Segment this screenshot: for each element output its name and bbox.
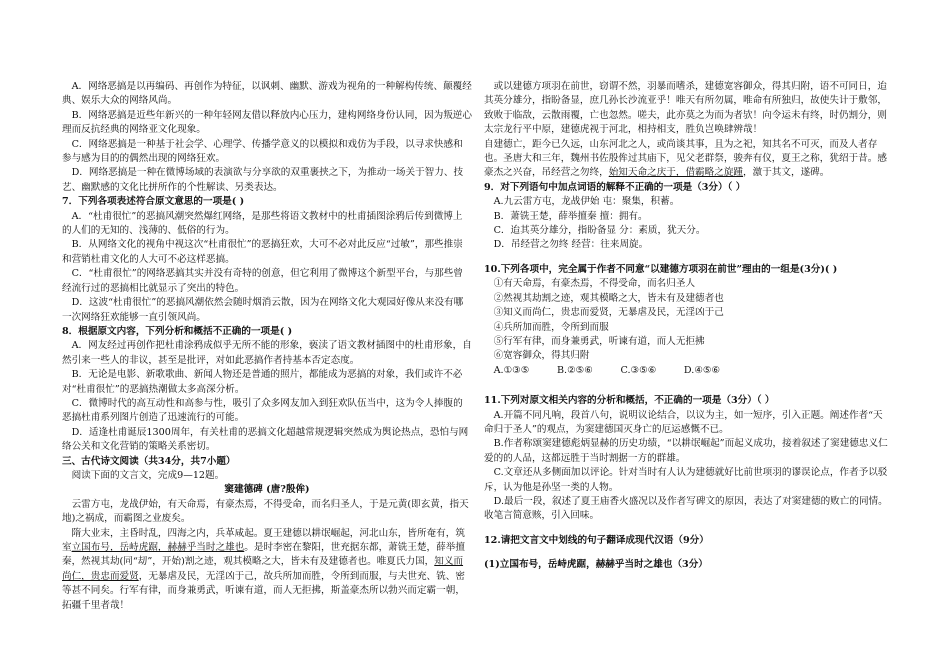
para-2-text-a: 隋大业末，主昏时乱，四海之内，兵革咸起。夏王建德以耕氓崛起，河北山东，皆所奄有，筑室 <box>62 527 465 553</box>
question-10-item-1: ①有天命焉，有豪杰焉，不得受命，而名归圣人 <box>493 278 696 290</box>
question-8-b: B．无论是电影、新歌歌曲、新闻人物还是普通的照片，都能成为恶搞的对象，我们或许不必对“杜甫很忙”的恶搞热潮做太多高深分析。 <box>62 369 463 395</box>
question-10: 10.下列各项中，完全属于作者不同意“以建德方项羽在前世”理由的一组是(3分)( ) <box>484 263 838 275</box>
question-10-item-2: ②然视其劫割之迹，观其模略之大，皆未有及建德者也 <box>493 292 724 304</box>
question-9-b: B．萧铣王楚，薛举擅秦 擅：拥有。 <box>493 210 648 222</box>
question-8-a: A．网友经过再创作把杜甫涂鸦成似乎无所不能的形象，亵渎了语文教材插图中的杜甫形象，自然引来一些人的非议，甚至是批评，对如此恶搞作者持基本否定态度。 <box>62 340 472 366</box>
question-10-option-d: D.④⑤⑥ <box>683 364 721 376</box>
question-9-c: C．迨其英分雄分，指盼备显 分：素质，犹天分。 <box>493 225 706 237</box>
option-c: C．网络恶搞是一种基于社会学、心理学、传播学意义的以模拟和戏仿为手段，以寻求快感和参与感为目的的偶然出现的网络狂欢。 <box>62 138 463 165</box>
question-12: 12.请把文言文中划线的句子翻译成现代汉语（9分） <box>484 534 709 546</box>
question-9-a: A.九云雷方屯，龙战伊始 屯：聚集，积蓄。 <box>493 196 680 208</box>
para-2-text-c: ，无暴虐及民，无淫凶于己，故兵所加而胜，令所到而服，与夫世充、铣、密等甚不同矣。行军有律，而身兼勇武，听谏有道，而人无拒拂，斯盖豪杰所以勃兴而定霸一朝，拓疆千里者哉！ <box>62 570 465 611</box>
para-4-text-b: ，激于其文，遂碑。 <box>743 167 830 179</box>
question-7: 7．下列各项表述符合原文意思的一项是( ) <box>62 196 245 208</box>
question-10-item-3: ③知义而尚仁，贵忠而爱贤，无暴虐及民，无淫凶于己 <box>493 307 724 319</box>
question-12-part-1: (1)立国布号，岳峙虎踞，赫赫乎当时之雄也（3分） <box>484 559 708 571</box>
question-7-d: D．这波“杜甫很忙”的恶搞风潮依然会随时烟消云散，因为在网络文化大观园好像从来没有哪一次网络狂欢能够一直引领风尚。 <box>62 297 464 323</box>
question-10-option-b: B.②⑤⑥ <box>556 364 593 376</box>
question-10-option-c: C.③⑤⑥ <box>620 364 657 376</box>
question-11-d: D.最后一段，叙述了夏王庙香火盛况以及作者写碑文的原因，表达了对窦建德的败亡的同情。收笔言简意赅，引入回味。 <box>484 495 888 522</box>
passage-para-3: 或以建德方项羽在前世，窃谓不然，羽暴而嗜杀，建德宽容御众，得其归附，语不可同日，迨其英分雄分，指盼备显，庶几孙长沙流亚乎！唯天有所勿属，唯命有所独归，故使失计于敷邻，致败于临敌，云散雨覆，亡也忽然。嗟夫，此亦莫之为而为者欤！向令运未有终，时仍割分，则太宗龙行平中原，建德虎视于河北，相持相支，胜负岂唤肆辨哉！ <box>484 81 887 136</box>
question-8: 8．根据原文内容，下列分析和概括不正确的一项是( ) <box>62 325 293 337</box>
reading-intro: 阅读下面的文言文，完成9—12题。 <box>71 469 225 481</box>
question-11: 11.下列对原文相关内容的分析和概括，不正确的一项是（3分）（ ） <box>484 395 775 407</box>
question-8-d: D．适逢杜甫诞辰1300周年，有关杜甫的恶搞文化超越常规逻辑突然成为舆论热点，恐怕与网络公关和文化营销的策略关系密切。 <box>62 426 469 453</box>
question-10-options <box>484 364 888 378</box>
right-column <box>484 80 888 573</box>
underlined-sentence-2: 知义而尚仁，贵忠而爱贤 <box>62 556 464 582</box>
question-9-d: D．吊经营之勿终 经营：往来周旋。 <box>493 239 649 251</box>
option-b: B．网络恶搞是近些年新兴的一种年轻网友借以释放内心压力，建构网络身份认同，因为叛逆心理而反抗经典的网络亚文化现象。 <box>62 109 472 136</box>
passage-para-2 <box>62 527 472 613</box>
passage-title: 窦建德碑 (唐?殷侔) <box>224 484 310 496</box>
question-9: 9．对下列语句中加点词语的解释不正确的一项是（3分）（ ） <box>484 181 746 193</box>
question-7-c: C．“杜甫很忙”的网络恶搞其实并没有奇特的创意，但它利用了微博这个新型平台，与那些曾经流行过的恶搞相比就显示了突出的特色。 <box>62 268 463 294</box>
option-a: A．网络恶搞是以再编码、再创作为特征，以讽刺、幽默、游戏为视角的一种解构传统、颠覆经典、娱乐大众的网络风尚。 <box>62 81 472 107</box>
question-11-a: A.开篇不同凡响，段首八句，说明议论结合，以议为主，如一短序，引入正题。阐述作者“天命归于圣人”的观点，为窦建德国灭身亡的厄运感慨不已。 <box>484 409 883 435</box>
option-d: D．网络恶搞是一种在微博场域的表演欲与分享欲的双重裹挟之下，为推动一场关于智力、技艺、幽默感的文化比拼所作的个性解读、另类表达。 <box>62 167 464 193</box>
underlined-sentence-3: 始知天命之庆于，借霸略之旋踵 <box>608 167 744 179</box>
question-7-a: A．“杜甫很忙”的恶搞风潮突然爆红网络，是那些将语文教材中的杜甫插图涂鸦后传到微博上的人们的无知的、浅薄的、低俗的行为。 <box>62 210 463 237</box>
question-11-c: C.文章还从多侧面加以评论。针对当时有人认为建德就好比前世项羽的谬误论点，作者予以驳斥，认为他是孙坚一类的人物。 <box>484 467 888 493</box>
left-column <box>62 80 472 613</box>
question-7-b: B．从网络文化的视角中视这次“杜甫很忙”的恶搞狂欢，大可不必对此反应“过敏”，那些推崇和营销杜甫文化的人大可不必这样恶搞。 <box>62 239 463 265</box>
question-10-item-5: ⑤行军有律，而身兼勇武，听谏有道，而人无拒拂 <box>493 335 705 347</box>
passage-para-4 <box>484 138 888 181</box>
question-8-c: C．微博时代的高互动性和高参与性，吸引了众多网友加入到狂欢队伍当中，这为令人捧腹的恶搞杜甫系列图片创造了迅速流行的可能。 <box>62 397 463 424</box>
question-11-b: B.作者称颂窦建德彪炳显赫的历史功绩，“以耕氓崛起”而起义成功，接着叙述了窦建德忠义仁爱的的人品，这都远胜于当时割据一方的群雄。 <box>484 438 888 464</box>
question-10-option-a: A.①③⑤ <box>493 364 530 376</box>
underlined-sentence-1: 立国布号，岳峙虎踞，赫赫乎当时之雄也 <box>71 542 245 553</box>
question-10-item-6: ⑥宽容御众，得其归附 <box>493 350 590 362</box>
section-heading: 三、古代诗文阅读（共34分，共7小题） <box>62 455 236 467</box>
para-4-text-a: 自建德亡，距今已久远，山东河北之人，或尚谈其事，且为之祀，知其名不可灭，而及人者存也。圣唐大和三年，魏州书佐殷侔过其庙下，见父老群祭，骏奔有仪，夏王之称，犹绍于昔。感豪杰之兴奋，吊经营之勿终， <box>484 138 887 179</box>
passage-para-1: 云雷方屯，龙战伊始，有天命焉，有豪杰焉，不得受命，而名归圣人，于是元黄(即玄黄，指天地)之祸成，而霸图之业废矣。 <box>62 498 469 525</box>
question-10-item-4: ④兵所加而胜，令所到而服 <box>493 321 609 333</box>
para-2-text-b: 。是时李密在黎阳，世充据东都，萧铣王楚，薛举擅秦，然视其劫(同“刧”，开始)割之迹，观其模略之大，皆未有及建德者也。唯夏氏力国， <box>62 542 465 568</box>
